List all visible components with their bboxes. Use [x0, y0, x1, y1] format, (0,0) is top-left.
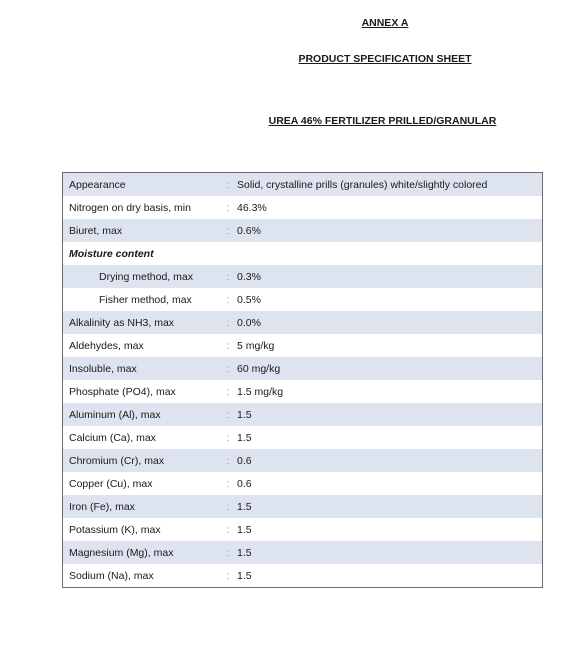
separator: : — [221, 426, 235, 449]
value-cell: 0.3% — [235, 265, 543, 288]
separator: : — [221, 288, 235, 311]
param-cell: Fisher method, max — [63, 288, 222, 311]
table-row — [63, 334, 543, 357]
separator: : — [221, 495, 235, 518]
table-row — [63, 288, 543, 311]
value-cell: 5 mg/kg — [235, 334, 543, 357]
table-row — [63, 449, 543, 472]
specification-table — [62, 172, 543, 588]
separator: : — [221, 380, 235, 403]
table-row — [63, 541, 543, 564]
table-row — [63, 265, 543, 288]
table-row — [63, 380, 543, 403]
value-cell: 46.3% — [235, 196, 543, 219]
separator: : — [221, 472, 235, 495]
value-cell: 0.6 — [235, 472, 543, 495]
separator: : — [221, 449, 235, 472]
separator: : — [221, 403, 235, 426]
separator: : — [221, 265, 235, 288]
table-row — [63, 242, 543, 265]
param-cell: Biuret, max — [63, 219, 222, 242]
table-row — [63, 219, 543, 242]
param-cell: Alkalinity as NH3, max — [63, 311, 222, 334]
param-cell: Drying method, max — [63, 265, 222, 288]
param-cell: Potassium (K), max — [63, 518, 222, 541]
separator: : — [221, 311, 235, 334]
param-cell: Phosphate (PO4), max — [63, 380, 222, 403]
sheet-title: PRODUCT SPECIFICATION SHEET — [298, 53, 472, 65]
section-heading-cell: Moisture content — [63, 242, 222, 265]
value-cell: 0.6 — [235, 449, 543, 472]
param-cell: Magnesium (Mg), max — [63, 541, 222, 564]
value-cell: 1.5 — [235, 564, 543, 588]
table-row — [63, 495, 543, 518]
param-cell: Nitrogen on dry basis, min — [63, 196, 222, 219]
value-cell: 1.5 — [235, 495, 543, 518]
separator: : — [221, 196, 235, 219]
value-cell: 0.5% — [235, 288, 543, 311]
value-cell: 1.5 mg/kg — [235, 380, 543, 403]
table-row — [63, 564, 543, 588]
param-cell: Insoluble, max — [63, 357, 222, 380]
table-row — [63, 403, 543, 426]
param-cell: Chromium (Cr), max — [63, 449, 222, 472]
separator: : — [221, 334, 235, 357]
separator-empty — [221, 242, 235, 265]
table-row — [63, 173, 543, 197]
separator: : — [221, 173, 235, 197]
param-cell: Sodium (Na), max — [63, 564, 222, 588]
table-row — [63, 472, 543, 495]
param-cell: Aluminum (Al), max — [63, 403, 222, 426]
table-row — [63, 357, 543, 380]
table-row — [63, 518, 543, 541]
value-cell: 0.6% — [235, 219, 543, 242]
table-row — [63, 426, 543, 449]
separator: : — [221, 357, 235, 380]
separator: : — [221, 541, 235, 564]
value-cell: 1.5 — [235, 518, 543, 541]
value-cell: 1.5 — [235, 426, 543, 449]
product-title: UREA 46% FERTILIZER PRILLED/GRANULAR — [268, 115, 497, 127]
param-cell: Calcium (Ca), max — [63, 426, 222, 449]
param-cell: Copper (Cu), max — [63, 472, 222, 495]
annex-heading: ANNEX A — [361, 17, 409, 29]
value-cell — [235, 242, 543, 265]
value-cell: 60 mg/kg — [235, 357, 543, 380]
param-cell: Iron (Fe), max — [63, 495, 222, 518]
separator: : — [221, 219, 235, 242]
value-cell: 1.5 — [235, 403, 543, 426]
separator: : — [221, 564, 235, 588]
value-cell: Solid, crystalline prills (granules) white/slightly colored — [235, 173, 543, 197]
param-cell: Aldehydes, max — [63, 334, 222, 357]
table-row — [63, 311, 543, 334]
value-cell: 0.0% — [235, 311, 543, 334]
separator: : — [221, 518, 235, 541]
param-cell: Appearance — [63, 173, 222, 197]
value-cell: 1.5 — [235, 541, 543, 564]
table-row — [63, 196, 543, 219]
